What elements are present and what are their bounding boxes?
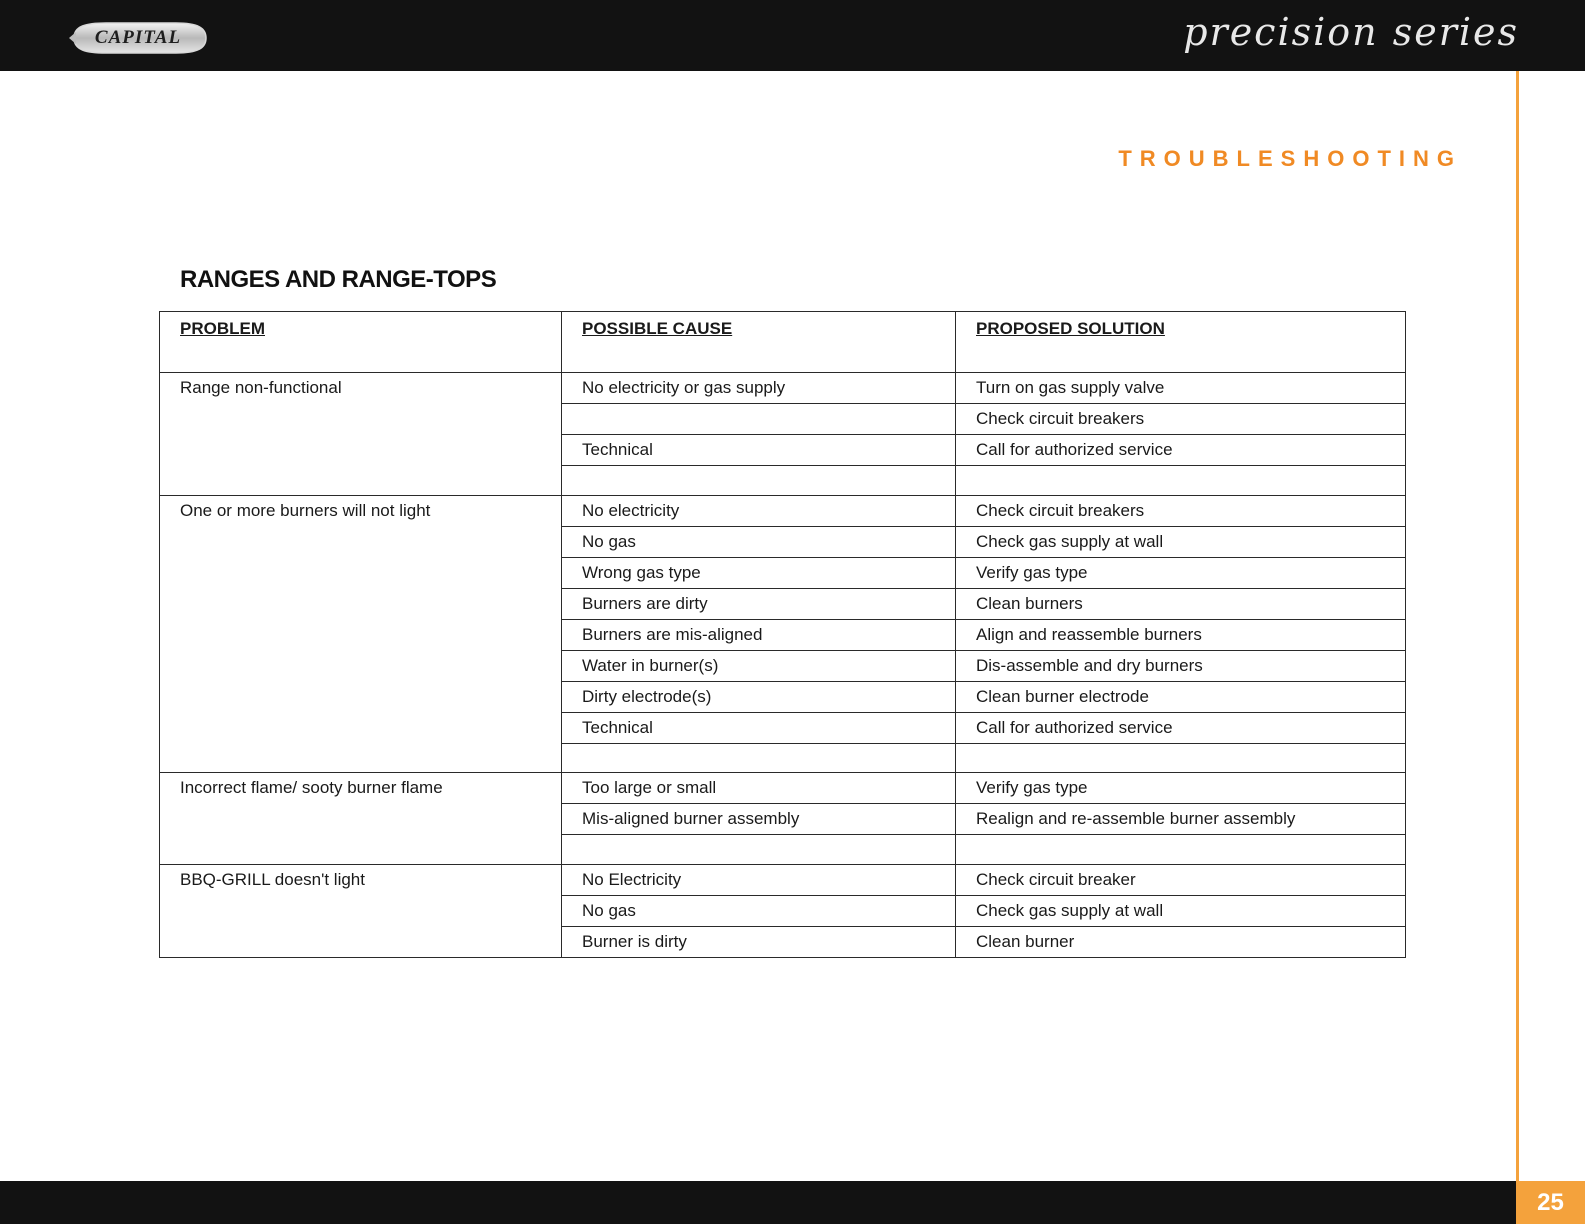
cause-cell: Burner is dirty xyxy=(562,926,956,957)
table-row xyxy=(160,495,1406,526)
solution-cell: Align and reassemble burners xyxy=(956,619,1406,650)
problem-cell: One or more burners will not light xyxy=(160,495,562,773)
cause-cell: Technical xyxy=(562,435,956,466)
solution-cell: Clean burner xyxy=(956,926,1406,957)
margin-rule xyxy=(1516,71,1519,1181)
problem-cell: BBQ-GRILL doesn't light xyxy=(160,864,562,957)
solution-cell: Turn on gas supply valve xyxy=(956,373,1406,404)
solution-cell xyxy=(956,835,1406,865)
problem-cell: Range non-functional xyxy=(160,373,562,496)
cause-cell: No gas xyxy=(562,526,956,557)
cause-cell: No Electricity xyxy=(562,864,956,895)
problem-cell: Incorrect flame/ sooty burner flame xyxy=(160,773,562,865)
solution-cell: Check circuit breaker xyxy=(956,864,1406,895)
cause-cell: No electricity or gas supply xyxy=(562,373,956,404)
cause-cell xyxy=(562,466,956,496)
table-body xyxy=(160,373,1406,958)
solution-cell: Check circuit breakers xyxy=(956,404,1406,435)
solution-cell: Call for authorized service xyxy=(956,712,1406,743)
header-problem: PROBLEM xyxy=(160,312,562,373)
footer-bar xyxy=(0,1181,1585,1224)
cause-cell: Water in burner(s) xyxy=(562,650,956,681)
page-number: 25 xyxy=(1537,1188,1564,1216)
page-title: RANGES AND RANGE-TOPS xyxy=(180,266,497,293)
solution-cell: Verify gas type xyxy=(956,557,1406,588)
solution-cell: Realign and re-assemble burner assembly xyxy=(956,804,1406,835)
solution-cell: Clean burner electrode xyxy=(956,681,1406,712)
cause-cell: Dirty electrode(s) xyxy=(562,681,956,712)
header-proposed-solution: PROPOSED SOLUTION xyxy=(956,312,1406,373)
table-row xyxy=(160,773,1406,804)
section-heading: TROUBLESHOOTING xyxy=(1118,146,1462,171)
table-row xyxy=(160,864,1406,895)
table-row xyxy=(160,373,1406,404)
solution-cell: Check gas supply at wall xyxy=(956,895,1406,926)
solution-cell xyxy=(956,466,1406,496)
cause-cell xyxy=(562,743,956,773)
header-bar xyxy=(0,0,1585,71)
cause-cell: Too large or small xyxy=(562,773,956,804)
capital-logo xyxy=(66,20,210,56)
solution-cell: Verify gas type xyxy=(956,773,1406,804)
cause-cell: No electricity xyxy=(562,495,956,526)
troubleshooting-table xyxy=(159,311,1406,958)
solution-cell: Clean burners xyxy=(956,588,1406,619)
cause-cell xyxy=(562,404,956,435)
header-possible-cause: POSSIBLE CAUSE xyxy=(562,312,956,373)
logo-text: CAPITAL xyxy=(94,27,182,48)
solution-cell: Dis-assemble and dry burners xyxy=(956,650,1406,681)
solution-cell: Check gas supply at wall xyxy=(956,526,1406,557)
page-number-tab xyxy=(1516,1181,1585,1224)
solution-cell: Check circuit breakers xyxy=(956,495,1406,526)
series-wordmark: precision series xyxy=(1183,10,1519,54)
cause-cell: Technical xyxy=(562,712,956,743)
cause-cell: Wrong gas type xyxy=(562,557,956,588)
cause-cell xyxy=(562,835,956,865)
cause-cell: No gas xyxy=(562,895,956,926)
cause-cell: Burners are dirty xyxy=(562,588,956,619)
table-header-row xyxy=(160,312,1406,373)
cause-cell: Mis-aligned burner assembly xyxy=(562,804,956,835)
solution-cell: Call for authorized service xyxy=(956,435,1406,466)
cause-cell: Burners are mis-aligned xyxy=(562,619,956,650)
solution-cell xyxy=(956,743,1406,773)
